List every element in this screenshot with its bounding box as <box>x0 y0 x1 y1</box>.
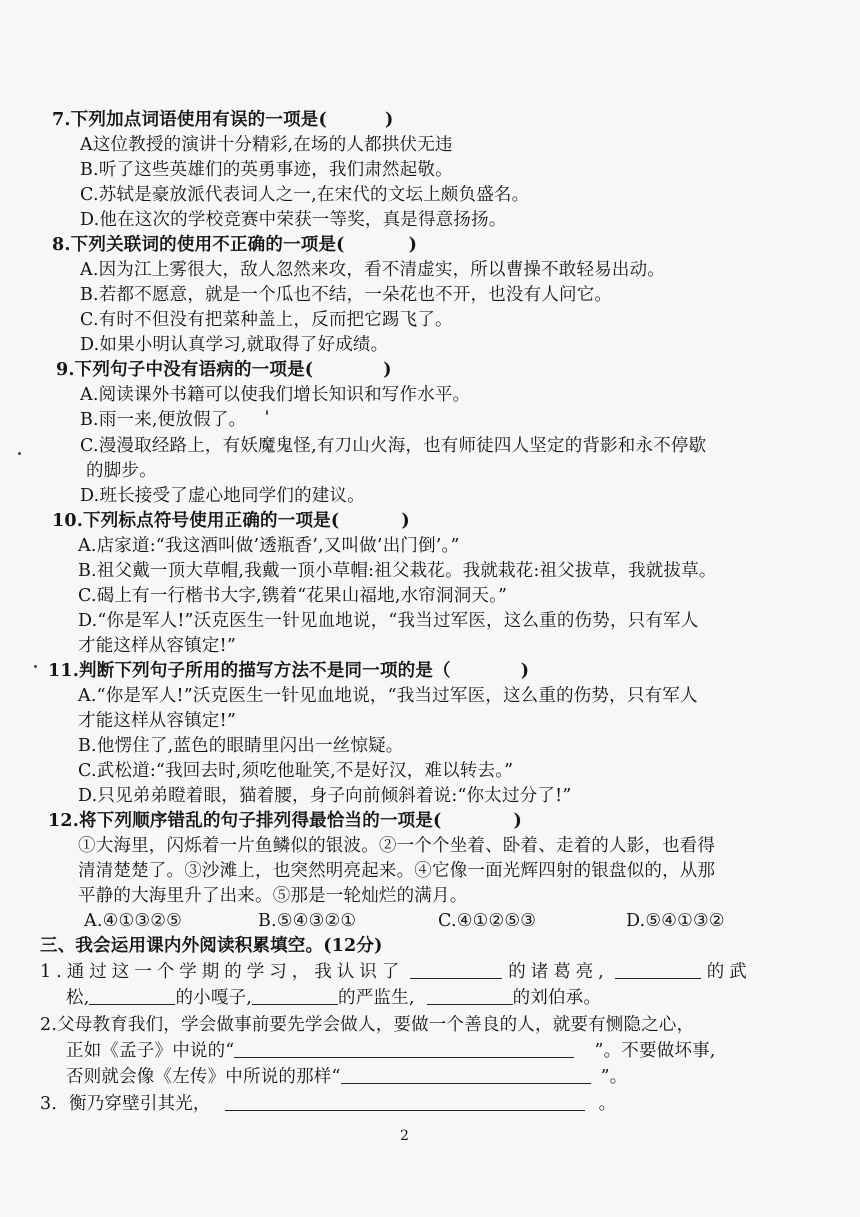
q12-choice-d: D.⑤④①③② <box>626 911 725 931</box>
q9-option-c-cont: 的脚步。 <box>86 461 157 481</box>
fill-1-line-2: 松, 的小嘎子, 的严监生, 的刘伯承。 <box>66 988 602 1008</box>
blank-field[interactable] <box>341 1065 591 1084</box>
q11-stem: 11.判断下列句子所用的描写方法不是同一项的是（ ) <box>48 661 530 681</box>
blank-field[interactable] <box>427 986 513 1005</box>
q12-passage-line: ①大海里，闪烁着一片鱼鳞似的银波。②一个个坐着、卧着、走着的人影，也看得 <box>78 836 716 856</box>
q12-passage-line: 平静的大海里升了出来。⑤那是一轮灿烂的满月。 <box>78 886 468 906</box>
blank-field[interactable] <box>252 986 338 1005</box>
q11-option-a-cont: 才能这样从容镇定!” <box>78 711 236 731</box>
q9-option-c: C.漫漫取经路上，有妖魔鬼怪,有刀山火海，也有师徒四人坚定的背影和永不停歇 <box>80 436 707 456</box>
q12-choice-b: B.⑤④③②① <box>258 911 357 931</box>
page-number: 2 <box>400 1128 409 1144</box>
scan-speck <box>266 410 268 415</box>
q12-choice-c: C.④①②⑤③ <box>438 911 537 931</box>
section-3-title: 三、我会运用课内外阅读积累填空。(12分) <box>40 936 383 956</box>
blank-field[interactable] <box>89 986 175 1005</box>
q12-passage-line: 清清楚楚了。③沙滩上，也突然明亮起来。④它像一面光辉四射的银盘似的，从那 <box>78 861 716 881</box>
blank-field[interactable] <box>234 1039 574 1058</box>
q8-option-d: D.如果小明认真学习,就取得了好成绩。 <box>80 335 389 355</box>
scan-speck <box>34 665 37 668</box>
q8-option-b: B.若都不愿意，就是一个瓜也不结，一朵花也不开，也没有人问它。 <box>80 285 613 305</box>
fill-1-line-1: 1.通过这一个学期的学习，我认识了 的诸葛亮, 的武 <box>40 962 752 982</box>
q9-option-d: D.班长接受了虚心地同学们的建议。 <box>80 486 365 506</box>
fill-2-line-3: 否则就会像《左传》中所说的那样“ ”。 <box>66 1067 628 1087</box>
q12-stem: 12.将下列顺序错乱的句子排列得最恰当的一项是( ) <box>48 811 523 831</box>
q10-option-b: B.祖父戴一顶大草帽,我戴一顶小草帽:祖父栽花。我就栽花:祖父拔草，我就拔草。 <box>78 561 717 581</box>
fill-2-line-2: 正如《孟子》中说的“ ”。不要做坏事, <box>66 1041 716 1061</box>
fill-3-line: 3．衡乃穿壁引其光， 。 <box>40 1094 617 1114</box>
q7-option-b: B.听了这些英雄们的英勇事迹，我们肃然起敬。 <box>80 160 453 180</box>
scan-speck <box>18 452 21 455</box>
q7-stem: 7.下列加点词语使用有误的一项是( ) <box>52 110 394 130</box>
q10-stem: 10.下列标点符号使用正确的一项是( ) <box>52 511 410 531</box>
q8-option-c: C.有时不但没有把菜种盖上，反而把它踢飞了。 <box>80 310 453 330</box>
q11-option-c: C.武松道:“我回去时,须吃他耻笑,不是好汉，难以转去。” <box>78 761 514 781</box>
q11-option-d: D.只见弟弟瞪着眼，猫着腰，身子向前倾斜着说:“你太过分了!” <box>78 786 572 806</box>
q12-choice-a: A.④①③②⑤ <box>84 911 183 931</box>
q10-option-d-cont: 才能这样从容镇定!” <box>78 636 236 656</box>
q11-option-b: B.他愣住了,蓝色的眼睛里闪出一丝惊疑。 <box>78 736 404 756</box>
q10-option-c: C.碣上有一行楷书大字,镌着“花果山福地,水帘洞洞天。” <box>78 586 508 606</box>
q10-option-d: D.“你是军人!”沃克医生一针见血地说，“我当过军医，这么重的伤势，只有军人 <box>78 611 699 631</box>
q11-option-a: A.“你是军人!”沃克医生一针见血地说，“我当过军医，这么重的伤势，只有军人 <box>78 686 698 706</box>
q7-option-d: D.他在这次的学校竞赛中荣获一等奖，真是得意扬扬。 <box>80 210 507 230</box>
fill-2-line-1: 2.父母教育我们，学会做事前要先学会做人，要做一个善良的人，就要有恻隐之心， <box>40 1015 695 1035</box>
q10-option-a: A.店家道:“我这酒叫做’透瓶香’,又叫做’出门倒’。” <box>78 536 460 556</box>
q9-option-a: A.阅读课外书籍可以使我们增长知识和写作水平。 <box>80 385 471 405</box>
q8-stem: 8.下列关联词的使用不正确的一项是( ) <box>52 235 418 255</box>
q9-stem: 9.下列句子中没有语病的一项是( ) <box>56 360 392 380</box>
q8-option-a: A.因为江上雾很大，敌人忽然来攻，看不清虚实，所以曹操不敢轻易出动。 <box>80 260 665 280</box>
blank-field[interactable] <box>615 960 701 979</box>
q7-option-a: A这位教授的演讲十分精彩,在场的人都拱伏无违 <box>80 135 453 155</box>
q7-option-c: C.苏轼是豪放派代表词人之一,在宋代的文坛上颇负盛名。 <box>80 185 530 205</box>
q9-option-b: B.雨一来,便放假了。 <box>80 410 247 430</box>
blank-field[interactable] <box>225 1092 585 1111</box>
blank-field[interactable] <box>410 960 502 979</box>
